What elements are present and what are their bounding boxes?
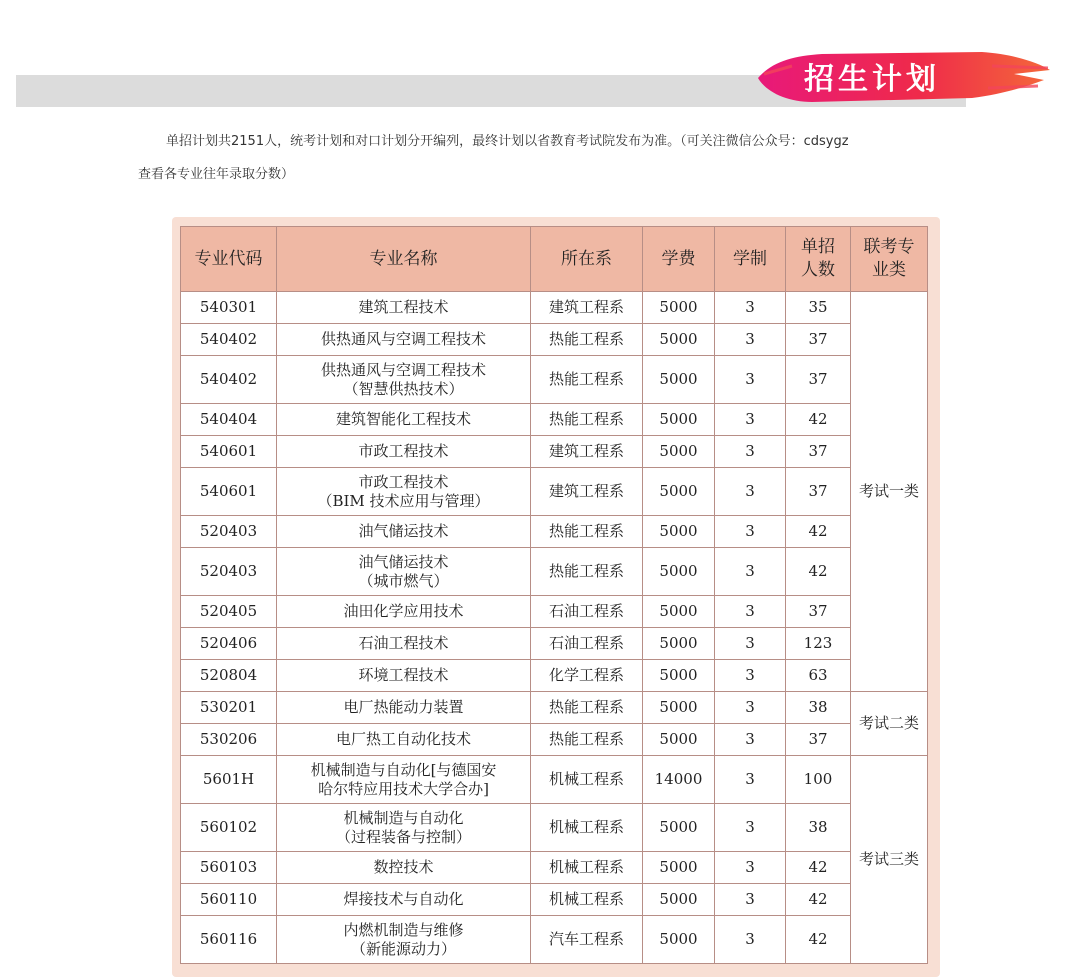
- cell-name: [277, 884, 531, 916]
- cell-fee: 14000: [643, 756, 715, 804]
- header-name: 专业名称: [277, 227, 531, 292]
- cell-code: 540402: [181, 356, 277, 404]
- cell-fee: 5000: [643, 724, 715, 756]
- cell-years: 3: [715, 804, 786, 852]
- cell-years: 3: [715, 628, 786, 660]
- cell-code: 560102: [181, 804, 277, 852]
- header-quota-line-1: 单招: [801, 237, 835, 257]
- cell-exam-category: 考试三类: [851, 756, 928, 964]
- cell-dept: 化学工程系: [531, 660, 643, 692]
- cell-name: [277, 756, 531, 804]
- cell-code: 520403: [181, 548, 277, 596]
- cell-name: [277, 660, 531, 692]
- cell-fee: 5000: [643, 292, 715, 324]
- table-row: [181, 852, 928, 884]
- cell-name-line: 供热通风与空调工程技术: [320, 330, 486, 348]
- cell-years: 3: [715, 356, 786, 404]
- header-category-line-1: 联考专: [863, 237, 915, 257]
- cell-code: 560116: [181, 916, 277, 964]
- cell-name: [277, 436, 531, 468]
- cell-code: 560103: [181, 852, 277, 884]
- cell-fee: 5000: [643, 628, 715, 660]
- cell-years: 3: [715, 324, 786, 356]
- cell-name: [277, 324, 531, 356]
- cell-exam-category: 考试二类: [851, 692, 928, 756]
- header-category-line-2: 业类: [872, 260, 906, 280]
- cell-dept: 石油工程系: [531, 628, 643, 660]
- cell-fee: 5000: [643, 468, 715, 516]
- cell-quota: 42: [786, 548, 851, 596]
- intro-line-1: 单招计划共2151人，统考计划和对口计划分开编列，最终计划以省教育考试院发布为准。（可关注微信公众号：cdsygz: [166, 134, 849, 149]
- cell-code: 530206: [181, 724, 277, 756]
- cell-code: 520403: [181, 516, 277, 548]
- cell-dept: 热能工程系: [531, 516, 643, 548]
- cell-dept: 建筑工程系: [531, 468, 643, 516]
- cell-exam-category: 考试一类: [851, 292, 928, 692]
- header-quota-line-2: 人数: [801, 260, 835, 280]
- table-row: [181, 516, 928, 548]
- cell-fee: 5000: [643, 324, 715, 356]
- cell-years: 3: [715, 516, 786, 548]
- cell-name: [277, 468, 531, 516]
- cell-quota: 100: [786, 756, 851, 804]
- cell-quota: 37: [786, 596, 851, 628]
- cell-dept: 机械工程系: [531, 756, 643, 804]
- cell-name: [277, 852, 531, 884]
- cell-code: 540404: [181, 404, 277, 436]
- table-row: [181, 660, 928, 692]
- cell-code: 540402: [181, 324, 277, 356]
- header-code: 专业代码: [181, 227, 277, 292]
- cell-name-line: 环境工程技术: [358, 666, 449, 684]
- table-row: [181, 324, 928, 356]
- table-row: [181, 356, 928, 404]
- table-row: [181, 628, 928, 660]
- cell-fee: 5000: [643, 916, 715, 964]
- cell-name: [277, 596, 531, 628]
- cell-fee: 5000: [643, 404, 715, 436]
- cell-quota: 38: [786, 804, 851, 852]
- cell-code: 520406: [181, 628, 277, 660]
- cell-quota: 37: [786, 436, 851, 468]
- cell-quota: 42: [786, 516, 851, 548]
- table-body: [181, 292, 928, 964]
- cell-quota: 37: [786, 468, 851, 516]
- cell-name: [277, 548, 531, 596]
- cell-quota: 42: [786, 404, 851, 436]
- header-category: [851, 227, 928, 292]
- cell-quota: 37: [786, 356, 851, 404]
- cell-years: 3: [715, 468, 786, 516]
- table-row: [181, 724, 928, 756]
- cell-code: 540601: [181, 468, 277, 516]
- cell-name-line: 油田化学应用技术: [343, 602, 464, 620]
- cell-name: [277, 516, 531, 548]
- cell-years: 3: [715, 916, 786, 964]
- table-row: [181, 404, 928, 436]
- cell-quota: 37: [786, 724, 851, 756]
- table-row: [181, 692, 928, 724]
- cell-name-line: （新能源动力）: [350, 939, 456, 958]
- cell-dept: 机械工程系: [531, 852, 643, 884]
- cell-code: 530201: [181, 692, 277, 724]
- cell-years: 3: [715, 660, 786, 692]
- table-row: [181, 548, 928, 596]
- cell-name: [277, 292, 531, 324]
- cell-quota: 63: [786, 660, 851, 692]
- cell-fee: 5000: [643, 692, 715, 724]
- cell-name-line: 机械制造与自动化: [343, 808, 464, 827]
- cell-name-line: 电厂热能动力装置: [343, 698, 464, 716]
- cell-name-line: 市政工程技术: [358, 442, 449, 460]
- intro-paragraph: [138, 125, 988, 191]
- cell-name: [277, 692, 531, 724]
- cell-name-line: 电厂热工自动化技术: [335, 730, 471, 748]
- cell-fee: 5000: [643, 852, 715, 884]
- cell-name-line: （城市燃气）: [358, 571, 449, 590]
- cell-name-line: 机械制造与自动化[与德国安: [310, 760, 497, 779]
- cell-name-line: （过程装备与控制）: [335, 827, 471, 846]
- cell-name-line: 石油工程技术: [358, 634, 449, 652]
- cell-dept: 建筑工程系: [531, 436, 643, 468]
- cell-years: 3: [715, 884, 786, 916]
- cell-code: 540301: [181, 292, 277, 324]
- cell-name-line: 建筑智能化工程技术: [335, 410, 471, 428]
- table-row: [181, 292, 928, 324]
- cell-dept: 热能工程系: [531, 404, 643, 436]
- cell-dept: 机械工程系: [531, 884, 643, 916]
- cell-years: 3: [715, 756, 786, 804]
- section-banner: [752, 48, 1052, 106]
- cell-code: 520405: [181, 596, 277, 628]
- cell-quota: 38: [786, 692, 851, 724]
- cell-years: 3: [715, 404, 786, 436]
- banner-title: 招生计划: [804, 62, 940, 97]
- cell-quota: 42: [786, 916, 851, 964]
- cell-name-line: 数控技术: [373, 858, 434, 876]
- cell-fee: 5000: [643, 356, 715, 404]
- enrollment-plan-table: [180, 226, 928, 964]
- table-row: [181, 468, 928, 516]
- cell-fee: 5000: [643, 548, 715, 596]
- cell-quota: 37: [786, 324, 851, 356]
- table-row: [181, 756, 928, 804]
- cell-fee: 5000: [643, 596, 715, 628]
- cell-fee: 5000: [643, 804, 715, 852]
- header-fee: 学费: [643, 227, 715, 292]
- cell-dept: 热能工程系: [531, 356, 643, 404]
- cell-name-line: 油气储运技术: [358, 552, 449, 571]
- header-dept: 所在系: [531, 227, 643, 292]
- cell-name: [277, 628, 531, 660]
- cell-name-line: 哈尔特应用技术大学合办]: [318, 779, 489, 798]
- cell-dept: 建筑工程系: [531, 292, 643, 324]
- intro-line-2: 查看各专业往年录取分数）: [138, 167, 295, 182]
- cell-code: 520804: [181, 660, 277, 692]
- header-quota: [786, 227, 851, 292]
- cell-name: [277, 724, 531, 756]
- table-header-row: [181, 227, 928, 292]
- cell-dept: 热能工程系: [531, 724, 643, 756]
- cell-dept: 热能工程系: [531, 324, 643, 356]
- cell-name-line: 内燃机制造与维修: [343, 920, 464, 939]
- table-row: [181, 436, 928, 468]
- cell-years: 3: [715, 724, 786, 756]
- cell-name: [277, 804, 531, 852]
- cell-name-line: 供热通风与空调工程技术: [320, 360, 486, 379]
- cell-name-line: （BIM 技术应用与管理）: [317, 491, 490, 510]
- cell-name: [277, 916, 531, 964]
- table-row: [181, 884, 928, 916]
- cell-years: 3: [715, 548, 786, 596]
- cell-years: 3: [715, 596, 786, 628]
- cell-fee: 5000: [643, 516, 715, 548]
- cell-quota: 123: [786, 628, 851, 660]
- cell-code: 5601H: [181, 756, 277, 804]
- cell-fee: 5000: [643, 660, 715, 692]
- cell-quota: 42: [786, 884, 851, 916]
- cell-name-line: 焊接技术与自动化: [343, 890, 464, 908]
- cell-quota: 35: [786, 292, 851, 324]
- cell-fee: 5000: [643, 884, 715, 916]
- cell-years: 3: [715, 692, 786, 724]
- cell-dept: 热能工程系: [531, 692, 643, 724]
- table-row: [181, 916, 928, 964]
- cell-name: [277, 356, 531, 404]
- cell-years: 3: [715, 436, 786, 468]
- cell-years: 3: [715, 292, 786, 324]
- table-row: [181, 804, 928, 852]
- cell-code: 560110: [181, 884, 277, 916]
- cell-dept: 热能工程系: [531, 548, 643, 596]
- cell-quota: 42: [786, 852, 851, 884]
- cell-code: 540601: [181, 436, 277, 468]
- cell-dept: 机械工程系: [531, 804, 643, 852]
- cell-name-line: 建筑工程技术: [358, 298, 449, 316]
- cell-dept: 石油工程系: [531, 596, 643, 628]
- cell-name-line: 市政工程技术: [358, 472, 449, 491]
- cell-years: 3: [715, 852, 786, 884]
- table-row: [181, 596, 928, 628]
- cell-name: [277, 404, 531, 436]
- cell-dept: 汽车工程系: [531, 916, 643, 964]
- cell-name-line: 油气储运技术: [358, 522, 449, 540]
- cell-name-line: （智慧供热技术）: [343, 379, 464, 398]
- cell-fee: 5000: [643, 436, 715, 468]
- header-years: 学制: [715, 227, 786, 292]
